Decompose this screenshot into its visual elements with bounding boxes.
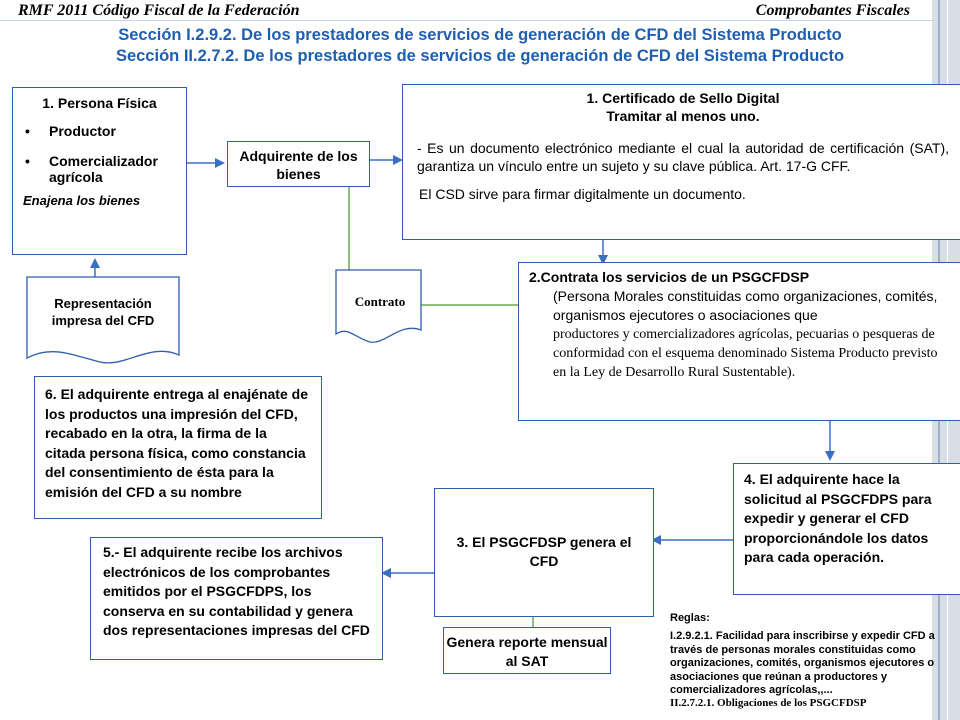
genera-box: [434, 488, 654, 617]
certificado-body-1: - Es un documento electrónico mediante el cual la autoridad de certificación (SAT), garantiza un vínculo entre un sujeto y su clave pública. Art. 17-G CFF.: [417, 140, 949, 174]
reglas-title: Reglas:: [670, 612, 710, 624]
contrata-title: 2.Contrata los servicios de un PSGCFDSP: [529, 269, 810, 285]
persona-fisica-footer: Enajena los bienes: [23, 193, 141, 208]
contrata-body-a: (Persona Morales constituidas como organizaciones, comités, organismos ejecutores o asociaciones que: [553, 288, 938, 323]
adquirente-label: Adquirente de los bienes: [239, 148, 358, 182]
recibe-box: [90, 537, 383, 660]
certificado-box: [402, 84, 960, 240]
header-left-text: RMF 2011 Código Fiscal de la Federación: [18, 2, 300, 19]
entrega-text: 6. El adquirente entrega al enajénate de los productos una impresión del CFD, recabado en la otra, la firma de la citada persona física, como constancia del consentimiento de ésta para la emisión del CFD a su nombre: [45, 386, 308, 500]
solicitud-text: 4. El adquirente hace la solicitud al PSGCFDPS para expedir y generar el CFD proporcionándole los datos para cada operación.: [744, 471, 932, 565]
persona-item-productor: • Productor: [23, 123, 176, 139]
representacion-label: Representación impresa del CFD: [51, 296, 155, 328]
reglas-rule-2: II.2.7.2.1. Obligaciones de los PSGCFDSP: [670, 697, 867, 710]
certificado-title-2: Tramitar al menos uno.: [606, 108, 760, 124]
adquirente-box: [227, 141, 370, 187]
section-title-1: Sección I.2.9.2. De los prestadores de servicios de generación de CFD del Sistema Producto: [118, 26, 842, 44]
contrata-body-b: productores y comercializadores agrícolas, pecuarias o pesqueras de conformidad con el esquema denominado Sistema Producto previsto en la Ley de Desarrollo Rural Sustentable).: [553, 327, 938, 380]
persona-fisica-box: [12, 87, 187, 255]
genera-text: 3. El PSGCFDSP genera el CFD: [456, 534, 632, 569]
reglas-block: [670, 612, 958, 711]
recibe-text: 5.- El adquirente recibe los archivos electrónicos de los comprobantes emitidos por el PSGCFDPS, los conserva en su contabilidad y genera dos representaciones impresas del CFD: [103, 544, 370, 638]
persona-fisica-list: [23, 123, 176, 185]
certificado-title-1: 1. Certificado de Sello Digital: [586, 90, 780, 106]
contrato-label: Contrato: [354, 294, 406, 309]
contrata-box: [518, 262, 960, 421]
section-title-2: Sección II.2.7.2. De los prestadores de servicios de generación de CFD del Sistema Producto: [115, 47, 845, 65]
solicitud-box: [733, 463, 960, 595]
persona-fisica-title: 1. Persona Física: [42, 95, 157, 111]
entrega-box: [34, 376, 322, 519]
persona-item-comercializador: • Comercializador agrícola: [23, 153, 176, 185]
certificado-body-2: El CSD sirve para firmar digitalmente un documento.: [419, 186, 746, 202]
reglas-rule-1: I.2.9.2.1. Facilidad para inscribirse y expedir CFD a través de personas morales constituidas como organizaciones, comités, organismos ejecutores o asociaciones que reúnan a productores y comercializadores agrícolas,,...: [670, 630, 935, 697]
header-right-text: Comprobantes Fiscales: [755, 2, 910, 19]
reporte-box: [443, 627, 611, 674]
reporte-text: Genera reporte mensual al SAT: [446, 634, 608, 669]
